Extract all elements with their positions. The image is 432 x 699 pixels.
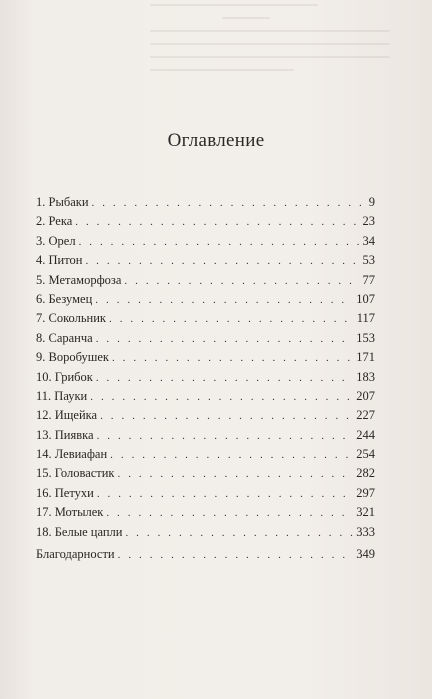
toc-entry-page: 171 [356, 350, 375, 365]
toc-entry-label: 3. Орел [36, 233, 76, 248]
toc-entry-label: 13. Пиявка [36, 427, 94, 442]
dot-leader [95, 291, 353, 310]
toc-entry-page: 254 [356, 447, 375, 462]
toc-entry-label: 6. Безумец [36, 291, 93, 306]
toc-entry-page: 23 [362, 214, 375, 229]
toc-row [36, 523, 375, 542]
toc-row [36, 329, 375, 348]
show-through-text [150, 4, 390, 134]
toc-entry-label: 4. Питон [36, 253, 83, 268]
toc-entry-label: Благодарности [36, 547, 115, 561]
toc-row [36, 212, 375, 231]
dot-leader [106, 504, 353, 523]
dot-leader [109, 310, 354, 329]
toc-row [36, 348, 375, 367]
toc-entry-label: 11. Пауки [36, 388, 88, 403]
toc-entry-page: 321 [356, 505, 375, 520]
toc-row [36, 445, 375, 464]
dot-leader [90, 388, 353, 407]
toc-entry-label: 7. Сокольник [36, 311, 107, 326]
acknowledgements-entry [36, 545, 375, 564]
toc-row [36, 387, 375, 406]
toc-entry-page: 297 [356, 485, 375, 500]
toc-entry-page: 107 [356, 291, 375, 306]
dot-leader [112, 349, 353, 368]
table-of-contents [36, 193, 375, 542]
toc-entry-page: 282 [356, 466, 375, 481]
dot-leader [97, 427, 354, 446]
toc-row [36, 484, 375, 503]
toc-entry-page: 244 [356, 427, 375, 442]
dot-leader [92, 194, 366, 213]
toc-row [36, 193, 375, 212]
toc-entry-label: 10. Грибок [36, 369, 93, 384]
toc-entry-label: 16. Петухи [36, 485, 94, 500]
toc-entry-label: 17. Мотылек [36, 505, 104, 520]
dot-leader [96, 369, 353, 388]
toc-row [36, 406, 375, 425]
toc-entry-page: 117 [356, 311, 375, 326]
toc-entry-page: 77 [362, 272, 375, 287]
toc-entry-label: 14. Левиафан [36, 447, 108, 462]
toc-entry-label: 1. Рыбаки [36, 195, 89, 209]
toc-row [36, 545, 375, 564]
toc-entry-page: 53 [362, 253, 375, 268]
toc-entry-page: 227 [356, 408, 375, 423]
toc-entry-label: 5. Метаморфоза [36, 272, 122, 287]
toc-row [36, 426, 375, 445]
toc-entry-page: 333 [356, 524, 375, 539]
toc-row [36, 251, 375, 270]
page-title: Оглавление [167, 130, 265, 151]
dot-leader [100, 407, 353, 426]
dot-leader [85, 252, 359, 271]
toc-entry-label: 8. Саранча [36, 330, 93, 345]
toc-row [36, 503, 375, 522]
dot-leader [125, 524, 353, 543]
toc-row [36, 368, 375, 387]
toc-entry-page: 207 [356, 388, 375, 403]
dot-leader [79, 233, 360, 252]
toc-entry-label: 12. Ищейка [36, 408, 98, 423]
toc-entry-page: 153 [356, 330, 375, 345]
toc-entry-label: 2. Река [36, 214, 73, 229]
toc-entry-page: 34 [362, 233, 375, 248]
dot-leader [97, 485, 353, 504]
toc-row [36, 309, 375, 328]
toc-entry-page: 183 [356, 369, 375, 384]
toc-row [36, 271, 375, 290]
toc-row [36, 464, 375, 483]
toc-row [36, 232, 375, 251]
toc-entry-label: 15. Головастик [36, 466, 115, 481]
dot-leader [75, 213, 359, 232]
dot-leader [124, 272, 359, 291]
toc-entry-page: 349 [356, 547, 375, 561]
toc-row [36, 290, 375, 309]
dot-leader [110, 446, 353, 465]
toc-entry-page: 9 [368, 195, 375, 209]
dot-leader [118, 465, 354, 484]
toc-entry-label: 9. Воробушек [36, 350, 109, 365]
toc-entry-label: 18. Белые цапли [36, 524, 123, 539]
dot-leader [96, 330, 354, 349]
dot-leader [118, 546, 354, 565]
